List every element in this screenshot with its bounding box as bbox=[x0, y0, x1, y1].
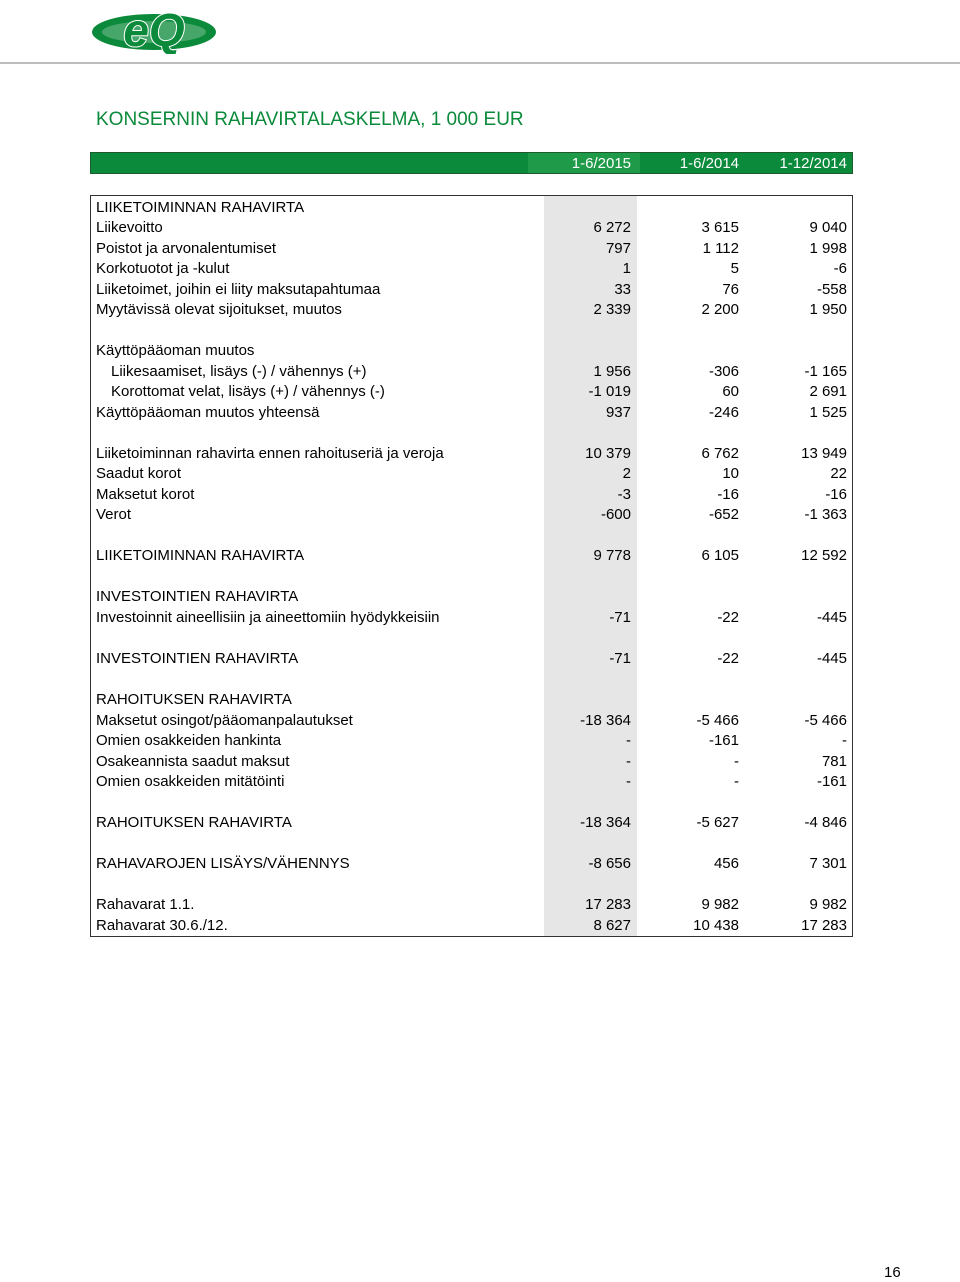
row-value-period-1: -71 bbox=[609, 650, 631, 667]
table-row bbox=[91, 341, 852, 361]
row-label: Investoinnit aineellisiin ja aineettomiin hyödykkeisiin bbox=[96, 609, 440, 626]
row-value-period-3: -161 bbox=[816, 773, 847, 790]
row-label: Maksetut korot bbox=[96, 486, 195, 503]
table-row bbox=[91, 854, 852, 874]
table-row bbox=[91, 403, 852, 423]
row-value-period-1: 33 bbox=[614, 281, 631, 298]
row-value-period-1: 937 bbox=[605, 404, 631, 421]
row-label: Käyttöpääoman muutos yhteensä bbox=[96, 404, 320, 421]
row-value-period-3: -5 466 bbox=[804, 712, 847, 729]
row-value-period-3: 9 982 bbox=[809, 896, 847, 913]
row-value-period-1: -1 019 bbox=[588, 383, 631, 400]
page-number: 16 bbox=[884, 1264, 901, 1281]
row-value-period-2: -22 bbox=[717, 650, 739, 667]
table-row bbox=[91, 546, 852, 566]
row-value-period-1: -18 364 bbox=[580, 814, 631, 831]
row-value-period-1: 2 339 bbox=[593, 301, 631, 318]
row-value-period-1: 1 bbox=[622, 260, 631, 277]
row-value-period-2: 456 bbox=[713, 855, 739, 872]
row-value-period-1: 797 bbox=[605, 240, 631, 257]
table-row bbox=[91, 198, 852, 218]
table-row bbox=[91, 505, 852, 525]
row-label: Liiketoimet, joihin ei liity maksutapahtumaa bbox=[96, 281, 381, 298]
row-value-period-2: -246 bbox=[708, 404, 739, 421]
table-row bbox=[91, 280, 852, 300]
table-row bbox=[91, 218, 852, 238]
row-value-period-2: 9 982 bbox=[701, 896, 739, 913]
row-value-period-2: -22 bbox=[717, 609, 739, 626]
table-row bbox=[91, 485, 852, 505]
row-value-period-2: 76 bbox=[722, 281, 739, 298]
row-value-period-3: -1 363 bbox=[804, 506, 847, 523]
table-row bbox=[91, 731, 852, 751]
row-value-period-2: -306 bbox=[708, 363, 739, 380]
row-value-period-1: 2 bbox=[622, 465, 631, 482]
row-value-period-3: 781 bbox=[821, 753, 847, 770]
row-value-period-3: 17 283 bbox=[801, 917, 847, 934]
row-value-period-3: - bbox=[842, 732, 847, 749]
row-value-period-3: 13 949 bbox=[801, 445, 847, 462]
row-value-period-3: 7 301 bbox=[809, 855, 847, 872]
row-value-period-2: 5 bbox=[730, 260, 739, 277]
table-row bbox=[91, 239, 852, 259]
row-label: Verot bbox=[96, 506, 132, 523]
column-header-period-2: 1-6/2014 bbox=[679, 155, 739, 172]
row-label: Saadut korot bbox=[96, 465, 182, 482]
row-value-period-2: -16 bbox=[717, 486, 739, 503]
header-rule bbox=[0, 62, 960, 64]
row-label: LIIKETOIMINNAN RAHAVIRTA bbox=[96, 199, 305, 216]
row-value-period-1: - bbox=[626, 732, 631, 749]
svg-text:eQ: eQ bbox=[123, 4, 185, 54]
table-row bbox=[91, 587, 852, 607]
row-value-period-1: -600 bbox=[600, 506, 631, 523]
row-value-period-3: -16 bbox=[825, 486, 847, 503]
row-label: Rahavarat 30.6./12. bbox=[96, 917, 228, 934]
row-value-period-1: 8 627 bbox=[593, 917, 631, 934]
row-value-period-1: -18 364 bbox=[580, 712, 631, 729]
row-value-period-1: -8 656 bbox=[588, 855, 631, 872]
table-row bbox=[91, 382, 852, 402]
row-value-period-1: 6 272 bbox=[593, 219, 631, 236]
row-label: Liikesaamiset, lisäys (-) / vähennys (+) bbox=[111, 363, 367, 380]
row-value-period-2: 60 bbox=[722, 383, 739, 400]
row-label: RAHAVAROJEN LISÄYS/VÄHENNYS bbox=[96, 855, 350, 872]
row-value-period-2: 10 438 bbox=[693, 917, 739, 934]
row-value-period-3: 9 040 bbox=[809, 219, 847, 236]
table-row bbox=[91, 916, 852, 936]
row-label: Korkotuotot ja -kulut bbox=[96, 260, 230, 277]
row-value-period-3: -1 165 bbox=[804, 363, 847, 380]
row-label: Käyttöpääoman muutos bbox=[96, 342, 255, 359]
row-value-period-2: 6 105 bbox=[701, 547, 739, 564]
row-value-period-2: 1 112 bbox=[702, 240, 739, 257]
row-label: INVESTOINTIEN RAHAVIRTA bbox=[96, 650, 299, 667]
table-row bbox=[91, 464, 852, 484]
table-row bbox=[91, 259, 852, 279]
row-label: Liiketoiminnan rahavirta ennen rahoituseriä ja veroja bbox=[96, 445, 444, 462]
row-value-period-3: 12 592 bbox=[801, 547, 847, 564]
row-value-period-3: -4 846 bbox=[804, 814, 847, 831]
row-value-period-3: 2 691 bbox=[809, 383, 847, 400]
cash-flow-statement bbox=[90, 195, 853, 937]
row-value-period-2: - bbox=[734, 753, 739, 770]
row-label: LIIKETOIMINNAN RAHAVIRTA bbox=[96, 547, 305, 564]
table-row bbox=[91, 772, 852, 792]
row-label: INVESTOINTIEN RAHAVIRTA bbox=[96, 588, 299, 605]
row-label: Omien osakkeiden mitätöinti bbox=[96, 773, 285, 790]
row-label: Liikevoitto bbox=[96, 219, 163, 236]
row-label: Osakeannista saadut maksut bbox=[96, 753, 290, 770]
row-value-period-1: 10 379 bbox=[585, 445, 631, 462]
row-value-period-1: 1 956 bbox=[593, 363, 631, 380]
row-value-period-2: 2 200 bbox=[701, 301, 739, 318]
row-value-period-1: - bbox=[626, 773, 631, 790]
table-row bbox=[91, 690, 852, 710]
row-value-period-1: - bbox=[626, 753, 631, 770]
row-value-period-3: -445 bbox=[816, 650, 847, 667]
row-value-period-3: -558 bbox=[816, 281, 847, 298]
row-label: Myytävissä olevat sijoitukset, muutos bbox=[96, 301, 342, 318]
table-row bbox=[91, 895, 852, 915]
column-header-bar bbox=[90, 152, 853, 174]
row-value-period-2: 10 bbox=[722, 465, 739, 482]
column-header-period-1: 1-6/2015 bbox=[571, 155, 631, 172]
row-label: RAHOITUKSEN RAHAVIRTA bbox=[96, 691, 292, 708]
row-value-period-2: 6 762 bbox=[701, 445, 739, 462]
table-row bbox=[91, 362, 852, 382]
row-value-period-2: -5 466 bbox=[696, 712, 739, 729]
table-row bbox=[91, 444, 852, 464]
table-row bbox=[91, 300, 852, 320]
row-value-period-3: -445 bbox=[816, 609, 847, 626]
row-value-period-1: 9 778 bbox=[593, 547, 631, 564]
row-label: Poistot ja arvonalentumiset bbox=[96, 240, 277, 257]
page-title: KONSERNIN RAHAVIRTALASKELMA, 1 000 EUR bbox=[96, 109, 524, 130]
row-value-period-3: 1 525 bbox=[809, 404, 847, 421]
row-value-period-2: 3 615 bbox=[701, 219, 739, 236]
row-value-period-2: -652 bbox=[708, 506, 739, 523]
table-row bbox=[91, 608, 852, 628]
row-label: Omien osakkeiden hankinta bbox=[96, 732, 282, 749]
row-value-period-1: -71 bbox=[609, 609, 631, 626]
row-label: Korottomat velat, lisäys (+) / vähennys (-) bbox=[111, 383, 385, 400]
column-header-period-3: 1-12/2014 bbox=[779, 155, 847, 172]
table-row bbox=[91, 711, 852, 731]
row-value-period-3: 1 950 bbox=[809, 301, 847, 318]
row-value-period-2: - bbox=[734, 773, 739, 790]
table-row bbox=[91, 752, 852, 772]
company-logo bbox=[90, 2, 218, 54]
table-row bbox=[91, 649, 852, 669]
row-label: RAHOITUKSEN RAHAVIRTA bbox=[96, 814, 292, 831]
row-value-period-2: -161 bbox=[708, 732, 739, 749]
table-row bbox=[91, 813, 852, 833]
row-label: Maksetut osingot/pääomanpalautukset bbox=[96, 712, 353, 729]
row-value-period-1: 17 283 bbox=[585, 896, 631, 913]
row-value-period-2: -5 627 bbox=[696, 814, 739, 831]
row-value-period-3: -6 bbox=[833, 260, 847, 277]
row-value-period-3: 22 bbox=[830, 465, 847, 482]
row-value-period-3: 1 998 bbox=[809, 240, 847, 257]
row-label: Rahavarat 1.1. bbox=[96, 896, 195, 913]
row-value-period-1: -3 bbox=[617, 486, 631, 503]
